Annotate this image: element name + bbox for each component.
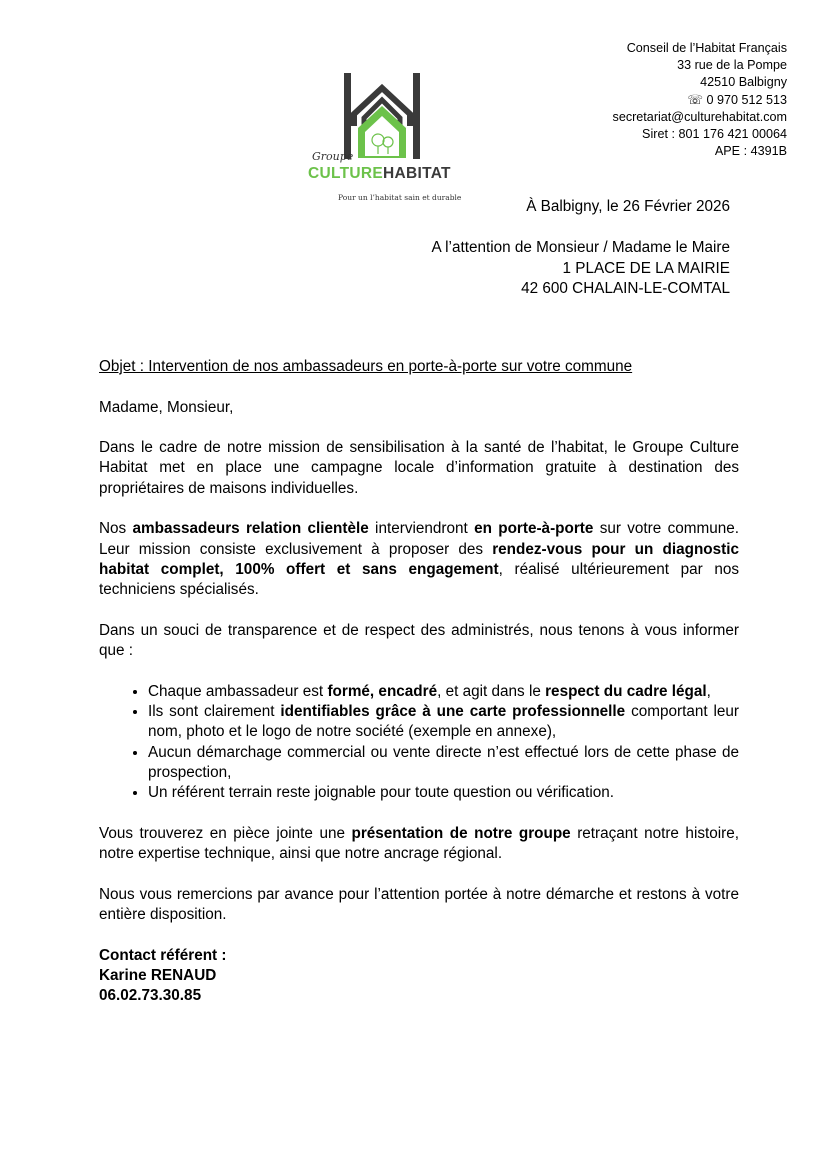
logo-brand-name [308, 165, 451, 183]
contact-name: Karine RENAUD [99, 966, 217, 984]
recipient-block [432, 238, 730, 300]
bullet1-text-3: , [706, 682, 711, 700]
sender-phone: 0 970 512 513 [706, 92, 787, 107]
sender-org: Conseil de l’Habitat Français [626, 41, 787, 55]
para2-bold-3: rendez-vous pour un diagnostic habitat complet, 100% offert et sans engagement [99, 540, 739, 578]
bullet1-bold-1: formé, encadré [327, 682, 438, 700]
date-line: À Balbigny, le 26 Février 2026 [526, 198, 730, 215]
logo-brand-habitat: HABITAT [383, 165, 451, 182]
sender-siret: Siret : 801 176 421 00064 [642, 127, 787, 142]
company-logo [302, 66, 482, 206]
subject-line: Objet : Intervention de nos ambassadeurs en porte-à-porte sur votre commune [99, 358, 633, 375]
bullet-item-1 [148, 682, 739, 702]
paragraph-1: Dans le cadre de notre mission de sensibilisation à la santé de l’habitat, le Groupe Culture Habitat met en place une campagne locale d’information gratuite à destination des propriétaires de maisons individuelles. [99, 439, 739, 497]
bullet-item-4: • Un référent terrain reste joignable pour toute question ou vérification. [148, 783, 739, 803]
bullet2-bold-1: identifiables grâce à une carte professionnelle [280, 703, 626, 721]
bullet-item-2 [148, 702, 739, 743]
paragraph-2 [99, 519, 739, 600]
sender-street: 33 rue de la Pompe [677, 58, 787, 73]
para2-bold-2: en porte-à-porte [474, 520, 594, 538]
recipient-line2: 1 PLACE DE LA MAIRIE [562, 259, 730, 277]
bullet-list [99, 682, 739, 804]
bullet1-bold-2: respect du cadre légal [545, 682, 707, 700]
recipient-line1: A l’attention de Monsieur / Madame le Maire [431, 239, 730, 256]
para2-bold-1: ambassadeurs relation clientèle [132, 520, 369, 538]
logo-groupe-text: Groupe [312, 150, 354, 163]
logo-brand-culture: CULTURE [308, 165, 383, 182]
sender-ape: APE : 4391B [714, 144, 787, 159]
para2-text-3: sur votre commune. Leur mission consiste exclusivement à proposer des [99, 520, 740, 558]
sender-city: 42510 Balbigny [700, 75, 787, 90]
para2-text-4: , réalisé ultérieurement par nos techniciens spécialisés. [99, 560, 739, 599]
letter-body [99, 357, 739, 1007]
contact-label: Contact référent : [99, 946, 227, 964]
paragraph-3: Dans un souci de transparence et de respect des administrés, nous tenons à vous informer que : [99, 621, 739, 660]
salutation: Madame, Monsieur, [99, 398, 234, 416]
bullet-item-3: • Aucun démarchage commercial ou vente directe n’est effectué lors de cette phase de prospection, [148, 743, 739, 784]
contact-phone: 06.02.73.30.85 [99, 987, 202, 1005]
telephone-icon: ☏ [687, 92, 703, 107]
bullet1-text-2: , et agit dans le [437, 682, 546, 700]
contact-block [99, 946, 739, 1007]
logo-tagline: Pour un l’habitat sain et durable [338, 193, 462, 202]
para4-bold-1: présentation de notre groupe [351, 824, 571, 842]
bullet2-text-2: comportant leur nom, photo et le logo de notre société (exemple en annexe), [148, 703, 739, 741]
paragraph-5: Nous vous remercions par avance pour l’attention portée à notre démarche et restons à votre entière disposition. [99, 885, 739, 924]
para4-text-1: Vous trouverez en pièce jointe une [99, 824, 352, 842]
para4-text-2: retraçant notre histoire, notre expertise technique, ainsi que notre ancrage régional. [99, 824, 739, 863]
sender-address-block [487, 40, 787, 160]
para2-text-2: interviendront [368, 520, 475, 538]
recipient-line3: 42 600 CHALAIN-LE-COMTAL [521, 280, 730, 297]
bullet1-text-1: Chaque ambassadeur est [148, 682, 328, 700]
sender-email: secretariat@culturehabitat.com [612, 109, 787, 124]
para2-text-1: Nos [99, 520, 133, 538]
paragraph-4 [99, 824, 739, 865]
sender-phone-line [487, 92, 787, 109]
bullet2-text-1: Ils sont clairement [148, 703, 281, 721]
